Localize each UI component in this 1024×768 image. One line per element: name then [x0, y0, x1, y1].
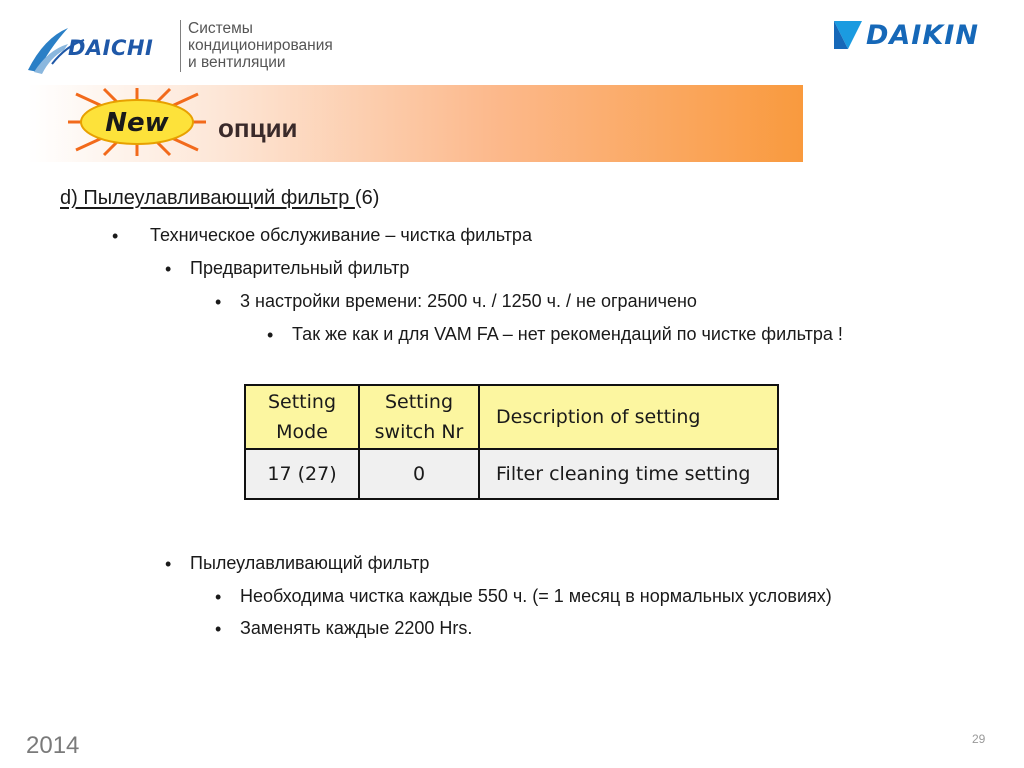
new-badge-icon — [66, 86, 208, 158]
list-item: Пылеулавливающий фильтр — [190, 553, 430, 573]
column-header-setting-mode: Setting Mode — [245, 385, 359, 449]
banner-title: опции — [218, 113, 298, 143]
column-header-description: Description of setting — [479, 385, 778, 449]
daikin-brand: DAIKIN — [866, 20, 979, 51]
column-header-setting-switch: Setting switch Nr — [359, 385, 479, 449]
footer-year: 2014 — [26, 732, 80, 759]
tagline-line-2: кондиционирования — [188, 37, 333, 54]
bullet-dot-icon: • — [215, 619, 222, 639]
header-divider — [180, 20, 181, 72]
bullet-dot-icon: • — [165, 259, 172, 279]
section-heading — [60, 187, 379, 210]
cell-switch-nr: 0 — [359, 449, 479, 499]
tagline-line-1: Системы — [188, 20, 253, 37]
bullet-dot-icon: • — [215, 587, 222, 607]
tagline-line-3: и вентиляции — [188, 54, 286, 71]
section-heading-number: (6) — [354, 187, 380, 209]
list-item: Так же как и для VAM FA – нет рекомендаций по чистке фильтра ! — [292, 324, 843, 344]
list-item: Предварительный фильтр — [190, 258, 410, 278]
list-item: Заменять каждые 2200 Hrs. — [240, 618, 473, 638]
table-header-row — [245, 385, 778, 449]
bullet-dot-icon: • — [267, 325, 274, 345]
list-item: Необходима чистка каждые 550 ч. (= 1 месяц в нормальных условиях) — [240, 586, 832, 606]
cell-setting-mode: 17 (27) — [245, 449, 359, 499]
page-number: 29 — [972, 732, 986, 746]
new-badge-text: New — [105, 108, 169, 138]
bullet-dot-icon: • — [215, 292, 222, 312]
cell-description: Filter cleaning time setting — [479, 449, 778, 499]
bullet-dot-icon: • — [165, 554, 172, 574]
daichi-brand: DAICHI — [68, 36, 154, 60]
list-item: 3 настройки времени: 2500 ч. / 1250 ч. / не ограничено — [240, 291, 697, 311]
settings-table — [244, 384, 779, 500]
bullet-dot-icon: • — [112, 226, 119, 246]
section-heading-text: d) Пылеулавливающий фильтр — [60, 187, 355, 209]
daichi-tagline — [188, 20, 333, 71]
list-item: Техническое обслуживание – чистка фильтра — [150, 225, 532, 245]
table-row — [245, 449, 778, 499]
